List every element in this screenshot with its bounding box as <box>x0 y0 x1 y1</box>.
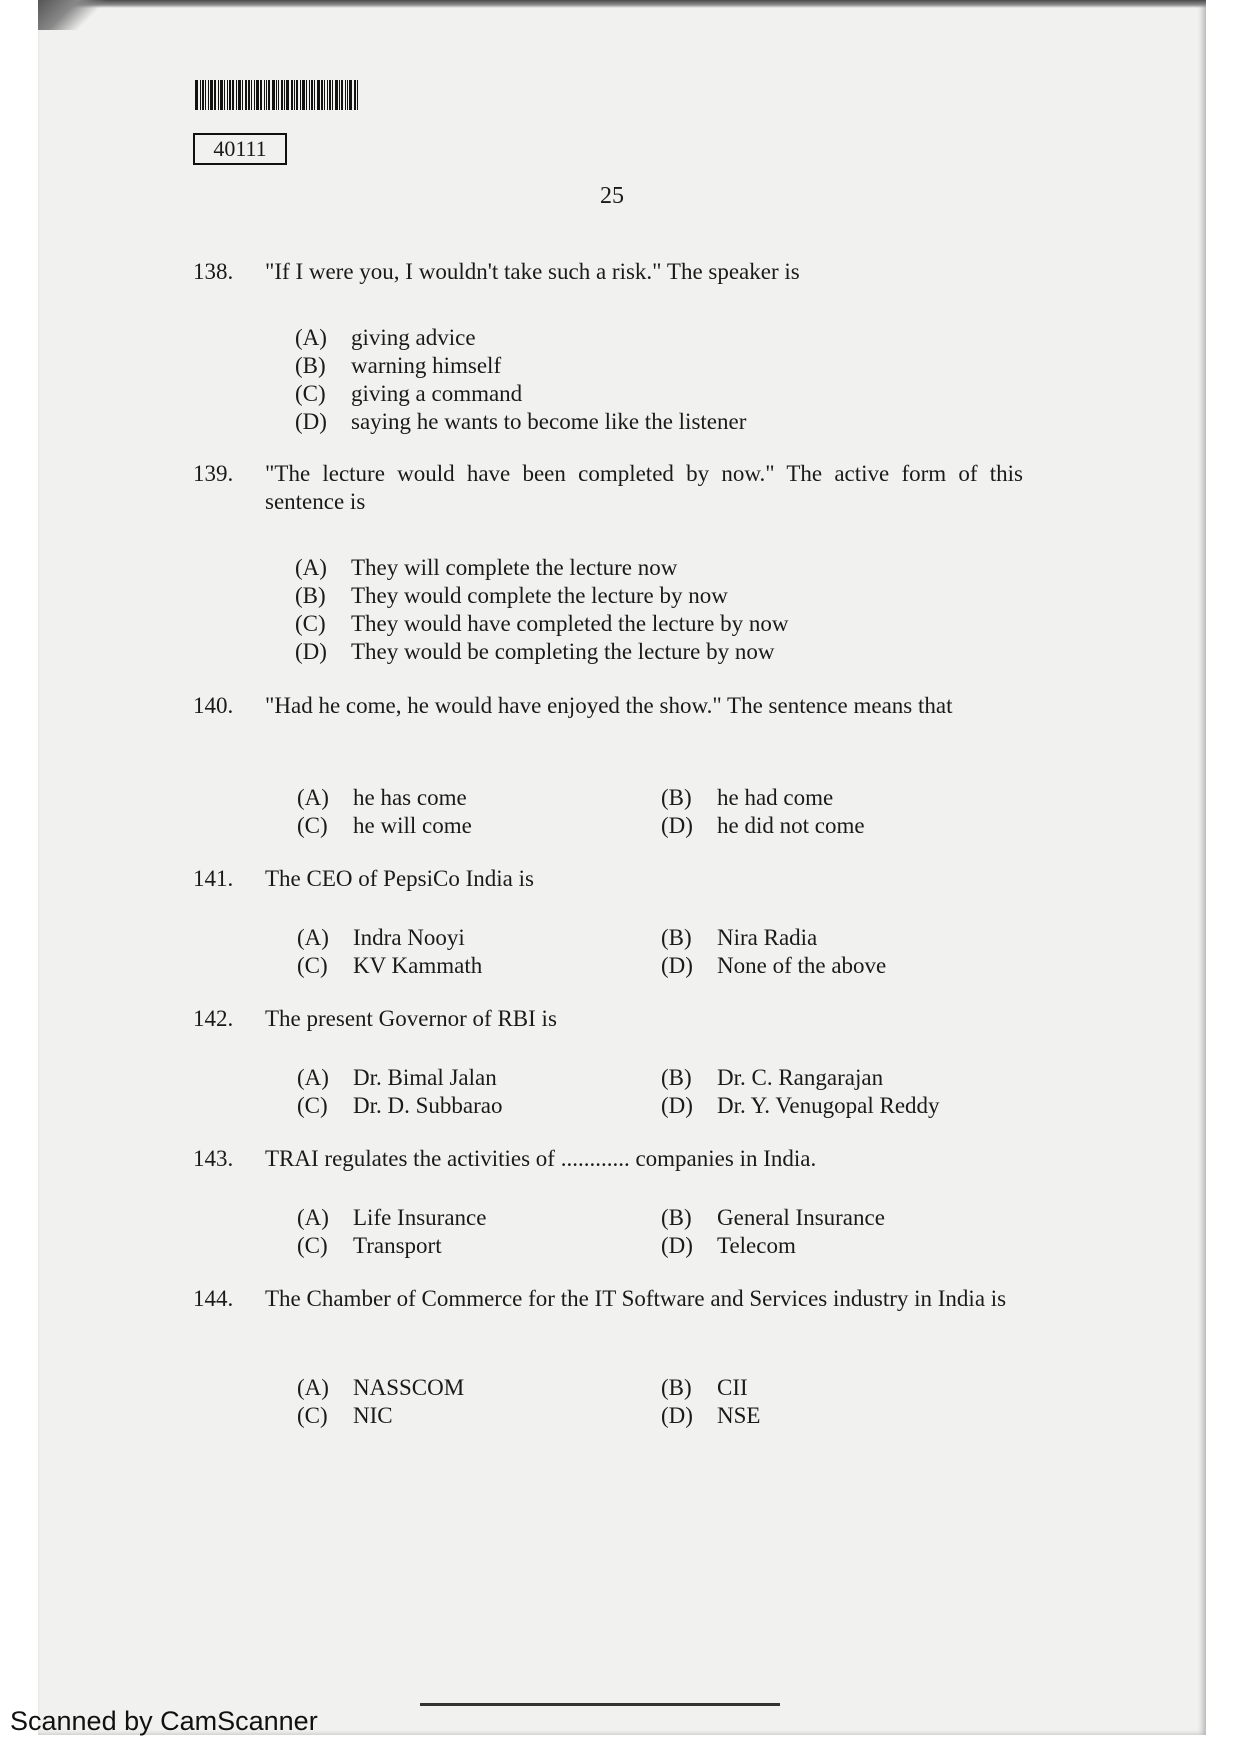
barcode-stripe <box>268 80 270 110</box>
barcode-stripe <box>294 80 295 110</box>
option <box>661 813 865 839</box>
barcode-stripe <box>276 80 277 110</box>
barcode-stripe <box>264 80 265 110</box>
question-number: 140. <box>193 693 234 718</box>
option <box>295 639 774 665</box>
barcode-stripe <box>220 80 223 110</box>
option <box>661 1233 796 1259</box>
option-text: he has come <box>353 785 467 810</box>
question-number: 142. <box>193 1006 234 1031</box>
option-label: (D) <box>295 409 327 434</box>
option-text: Dr. Y. Venugopal Reddy <box>717 1093 940 1118</box>
barcode-stripe <box>281 80 283 110</box>
question-number: 141. <box>193 866 234 891</box>
option-label: (D) <box>661 1233 693 1258</box>
option-text: Indra Nooyi <box>353 925 465 950</box>
barcode-stripe <box>232 80 234 110</box>
barcode-stripe <box>354 80 356 110</box>
barcode-stripe <box>242 80 243 110</box>
option-text: Life Insurance <box>353 1205 487 1230</box>
barcode-stripe <box>208 80 209 110</box>
barcode-stripe <box>357 80 358 110</box>
option-text: Transport <box>353 1233 442 1258</box>
barcode-stripe <box>224 80 225 110</box>
barcode-stripe <box>254 80 255 110</box>
barcode-stripe <box>214 80 216 110</box>
option <box>297 953 482 979</box>
option-label: (D) <box>661 1403 693 1428</box>
option <box>661 1065 883 1091</box>
barcode-stripe <box>300 80 301 110</box>
option-label: (C) <box>297 953 328 978</box>
option-label: (D) <box>661 953 693 978</box>
barcode-stripe <box>321 80 323 110</box>
barcode-stripe <box>311 80 313 110</box>
barcode-stripe <box>210 80 213 110</box>
barcode-stripe <box>291 80 293 110</box>
option <box>297 785 467 811</box>
option-text: General Insurance <box>717 1205 885 1230</box>
option-label: (A) <box>297 925 329 950</box>
option-label: (A) <box>297 1205 329 1230</box>
option-label: (D) <box>295 639 327 664</box>
option-text: None of the above <box>717 953 887 978</box>
option-text: NSE <box>717 1403 761 1428</box>
barcode-stripe <box>349 80 352 110</box>
option-label: (C) <box>295 381 326 406</box>
option-label: (C) <box>297 1093 328 1118</box>
barcode-stripe <box>341 80 343 110</box>
option-text: Dr. D. Subbarao <box>353 1093 503 1118</box>
option <box>661 1403 760 1429</box>
barcode-stripe <box>245 80 247 110</box>
question-text: "The lecture would have been completed by now." The active form of this sentence is <box>265 461 1023 514</box>
page-bottom-edge <box>420 1703 780 1706</box>
option-label: (C) <box>297 813 328 838</box>
option <box>661 785 833 811</box>
option-label: (B) <box>295 583 326 608</box>
paper-code-box: 40111 <box>193 133 287 165</box>
option-label: (B) <box>661 925 692 950</box>
option-text: KV Kammath <box>353 953 483 978</box>
barcode-stripe <box>278 80 279 110</box>
option-text: Nira Radia <box>717 925 818 950</box>
option-label: (A) <box>297 1375 329 1400</box>
barcode-stripe <box>306 80 307 110</box>
page-corner-shadow <box>38 0 108 30</box>
barcode-stripe <box>266 80 267 110</box>
option <box>297 1233 442 1259</box>
barcode-stripe <box>251 80 252 110</box>
option-text: Telecom <box>717 1233 796 1258</box>
question-text: TRAI regulates the activities of ............ companies in India. <box>265 1146 817 1171</box>
option <box>295 611 789 637</box>
question-text: The CEO of PepsiCo India is <box>265 866 534 891</box>
option <box>661 953 886 979</box>
question-text: The Chamber of Commerce for the IT Software and Services industry in India is <box>265 1286 1007 1311</box>
option <box>297 1093 502 1119</box>
option-label: (A) <box>297 1065 329 1090</box>
option-label: (B) <box>661 785 692 810</box>
option <box>297 1205 486 1231</box>
option-text: he will come <box>353 813 472 838</box>
option <box>661 1375 748 1401</box>
option-label: (C) <box>297 1233 328 1258</box>
barcode-stripe <box>229 80 231 110</box>
option <box>295 555 677 581</box>
question-number: 138. <box>193 259 234 284</box>
option-text: NIC <box>353 1403 393 1428</box>
option <box>295 325 476 351</box>
option-label: (A) <box>295 555 327 580</box>
barcode-stripe <box>335 80 338 110</box>
option <box>295 381 522 407</box>
option <box>295 353 501 379</box>
option <box>297 1065 497 1091</box>
barcode-stripe <box>218 80 219 110</box>
barcode-stripe <box>195 80 198 110</box>
barcode-stripe <box>286 80 289 110</box>
option-text: They would be completing the lecture by now <box>351 639 775 664</box>
page-top-shadow <box>38 0 1206 8</box>
option-text: he did not come <box>717 813 865 838</box>
option <box>295 409 746 435</box>
page-number: 25 <box>600 183 624 209</box>
barcode-stripe <box>339 80 340 110</box>
barcode-stripe <box>256 80 259 110</box>
option-label: (A) <box>297 785 329 810</box>
barcode-stripe <box>345 80 346 110</box>
barcode-stripe <box>329 80 331 110</box>
barcode-stripe <box>200 80 201 110</box>
option <box>297 1403 393 1429</box>
option-text: warning himself <box>351 353 502 378</box>
option <box>297 925 465 951</box>
barcode-stripe <box>238 80 241 110</box>
scanner-watermark: Scanned by CamScanner <box>10 1706 318 1736</box>
barcode-stripe <box>332 80 333 110</box>
option-label: (B) <box>295 353 326 378</box>
barcode-stripe <box>227 80 228 110</box>
option-label: (B) <box>661 1205 692 1230</box>
barcode-stripe <box>248 80 250 110</box>
option-text: NASSCOM <box>353 1375 465 1400</box>
barcode <box>195 80 360 110</box>
option <box>661 1205 885 1231</box>
question-text: "If I were you, I wouldn't take such a risk." The speaker is <box>265 259 800 284</box>
barcode-stripe <box>260 80 262 110</box>
barcode-stripe <box>202 80 204 110</box>
option-label: (D) <box>661 813 693 838</box>
option <box>661 925 817 951</box>
option <box>295 583 728 609</box>
barcode-stripe <box>324 80 325 110</box>
option-label: (C) <box>297 1403 328 1428</box>
option-text: They will complete the lecture now <box>351 555 678 580</box>
option-text: CII <box>717 1375 748 1400</box>
option-label: (C) <box>295 611 326 636</box>
option-label: (B) <box>661 1065 692 1090</box>
option-text: They would complete the lecture by now <box>351 583 728 608</box>
barcode-stripe <box>314 80 315 110</box>
barcode-stripe <box>327 80 328 110</box>
option-text: They would have completed the lecture by now <box>351 611 789 636</box>
barcode-stripe <box>317 80 320 110</box>
barcode-stripe <box>284 80 285 110</box>
option-label: (D) <box>661 1093 693 1118</box>
option-label: (A) <box>295 325 327 350</box>
question-text: The present Governor of RBI is <box>265 1006 557 1031</box>
barcode-stripe <box>296 80 298 110</box>
barcode-stripe <box>236 80 237 110</box>
option-text: he had come <box>717 785 834 810</box>
question-number: 143. <box>193 1146 234 1171</box>
option <box>661 1093 940 1119</box>
barcode-stripe <box>347 80 348 110</box>
option <box>297 1375 464 1401</box>
option <box>297 813 472 839</box>
option-text: Dr. Bimal Jalan <box>353 1065 497 1090</box>
barcode-stripe <box>302 80 305 110</box>
option-text: Dr. C. Rangarajan <box>717 1065 884 1090</box>
barcode-stripe <box>309 80 310 110</box>
option-text: giving a command <box>351 381 523 406</box>
barcode-stripe <box>272 80 275 110</box>
barcode-stripe <box>205 80 206 110</box>
question-number: 144. <box>193 1286 234 1311</box>
option-label: (B) <box>661 1375 692 1400</box>
option-text: giving advice <box>351 325 476 350</box>
question-text: "Had he come, he would have enjoyed the show." The sentence means that <box>265 693 953 718</box>
option-text: saying he wants to become like the listener <box>351 409 747 434</box>
question-number: 139. <box>193 461 234 486</box>
